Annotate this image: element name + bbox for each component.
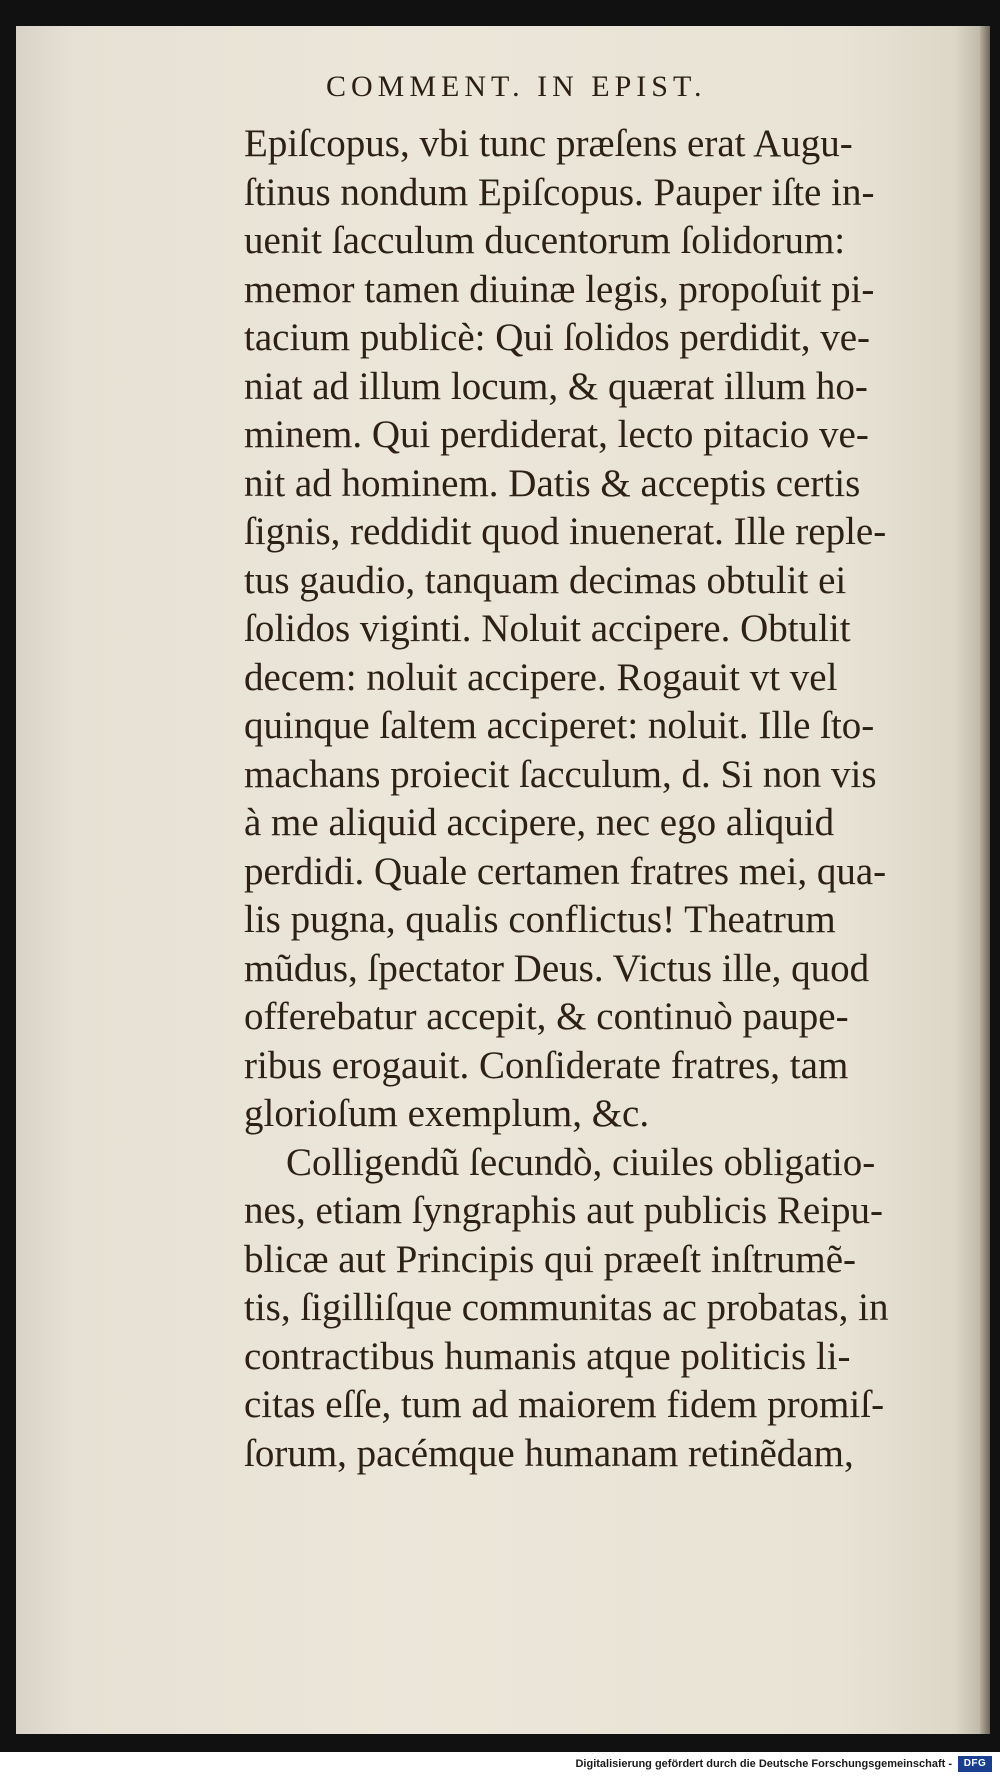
text-line: citas eſſe, tum ad maiorem fidem promiſ- (244, 1383, 885, 1426)
text-line: niat ad illum locum, & quærat illum ho- (244, 364, 868, 408)
running-head: COMMENT. IN EPIST. (326, 70, 707, 103)
text-line: ribus erogauit. Conſiderate fratres, tam (244, 1043, 849, 1087)
text-line: offerebatur accepit, & continuò paupe- (244, 995, 849, 1038)
text-line: ſolidos viginti. Noluit accipere. Obtulit (244, 607, 851, 650)
text-line: tacium publicè: Qui ſolidos perdidit, ve- (244, 316, 871, 359)
page-edge (980, 26, 990, 1734)
text-line: ſtinus nondum Epiſcopus. Pauper iſte in- (244, 170, 875, 214)
text-line: glorioſum exemplum, &c. (244, 1092, 650, 1135)
paragraph-start-line: Colligendũ ſecundò, ciuiles obligatio- (286, 1140, 876, 1184)
text-line: tis, ſigilliſque communitas ac probatas, in (244, 1286, 889, 1329)
text-line: ſignis, reddidit quod inuenerat. Ille reple- (244, 510, 887, 553)
text-line: memor tamen diuinæ legis, propoſuit pi- (244, 267, 875, 311)
text-line: uenit ſacculum ducentorum ſolidorum: (244, 219, 846, 262)
text-line: lis pugna, qualis conflictus! Theatrum (244, 898, 836, 941)
body-text (244, 120, 964, 1478)
text-line: mũdus, ſpectator Deus. Victus ille, quod (244, 946, 870, 990)
text-line: quinque ſaltem acciperet: noluit. Ille ſto- (244, 704, 875, 747)
text-line: Epiſcopus, vbi tunc præſens erat Augu- (244, 122, 853, 165)
text-line: à me aliquid accipere, nec ego aliquid (244, 801, 835, 844)
text-line: minem. Qui perdiderat, lecto pitacio ve- (244, 413, 869, 456)
text-line: contractibus humanis atque politicis li- (244, 1334, 851, 1378)
funding-credit: Digitalisierung gefördert durch die Deutsche Forschungsgemeinschaft - (575, 1758, 952, 1770)
dfg-logo: DFG (958, 1756, 992, 1772)
text-line: perdidi. Quale certamen fratres mei, qua- (244, 849, 887, 893)
text-line: nit ad hominem. Datis & acceptis certis (244, 461, 861, 505)
text-line: blicæ aut Principis qui præeſt inſtrumẽ- (244, 1237, 857, 1281)
text-line: ſorum, pacémque humanam retinẽdam, (244, 1431, 854, 1475)
text-line: decem: noluit accipere. Rogauit vt vel (244, 655, 838, 699)
text-line: nes, etiam ſyngraphis aut publicis Reipu- (244, 1189, 884, 1232)
text-line: tus gaudio, tanquam decimas obtulit ei (244, 558, 847, 602)
text-line: machans proiecit ſacculum, d. Si non vis (244, 752, 877, 796)
footer-bar (0, 1752, 1000, 1780)
